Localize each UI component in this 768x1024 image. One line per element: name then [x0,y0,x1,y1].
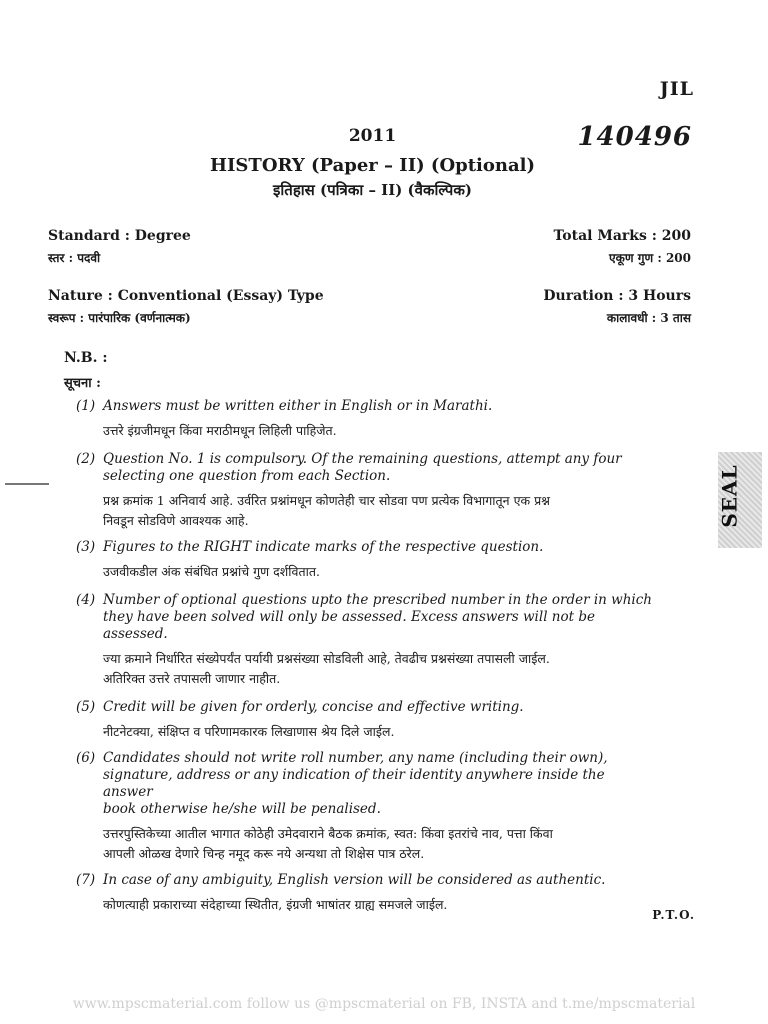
instruction-marathi: कोणत्याही प्रकाराच्या संदेहाच्या स्थितीत, इंग्रजी भाषांतर ग्राह्य समजले जाईल. [103,897,448,912]
standard-label-marathi: स्तर : पदवी [48,251,101,265]
instruction-english: In case of any ambiguity, English version will be considered as authentic. [103,872,606,888]
instruction-number: (4) [76,592,96,608]
instruction-number: (7) [76,872,96,888]
instruction-english: Number of optional questions upto the prescribed number in the order in which they have been solved will only be assessed. Excess answers will not be assessed. [103,592,652,642]
instruction-item [76,872,656,915]
paper-code: JIL [659,78,694,100]
standard-label: Standard : Degree [48,228,191,244]
instruction-item [76,699,656,742]
instruction-item [76,750,656,864]
instruction-marathi: उत्तरे इंग्रजीमधून किंवा मराठीमधून लिहिली पाहिजेत. [103,423,337,438]
nb-heading-marathi: सूचना : [64,376,101,391]
total-marks-label-marathi: एकूण गुण : 200 [609,251,691,265]
nature-label-marathi: स्वरूप : पारंपारिक (वर्णनात्मक) [48,311,191,325]
paper-title-marathi: इतिहास (पत्रिका – II) (वैकल्पिक) [273,181,472,199]
seal-text: SEAL [717,464,742,528]
footer-watermark: www.mpscmaterial.com follow us @mpscmaterial on FB, INSTA and t.me/mpscmaterial [72,996,696,1012]
total-marks-label: Total Marks : 200 [553,228,691,244]
instruction-english: Credit will be given for orderly, concise and effective writing. [103,699,524,715]
instruction-marathi: उत्तरपुस्तिकेच्या आतील भागात कोठेही उमेदवाराने बैठक क्रमांक, स्वत: किंवा इतरांचे नाव, पत्ता किंवा आपली ओळख देणारे चिन्ह नमूद करू नये अन्यथा तो शिक्षेस पात्र ठरेल. [103,826,553,861]
instruction-marathi: ज्या क्रमाने निर्धारित संख्येपर्यंत पर्यायी प्रश्नसंख्या सोडविली आहे, तेवढीच प्रश्नसंख्या तपासली जाईल. अतिरिक्त उत्तरे तपासली जाणार नाहीत. [103,651,550,686]
instruction-list [76,398,656,915]
instruction-marathi: प्रश्न क्रमांक 1 अनिवार्य आहे. उर्वरित प्रश्नांमधून कोणतेही चार सोडवा पण प्रत्येक विभागातून एक प्रश्न निवडून सोडविणे आवश्यक आहे. [103,493,551,528]
duration-label: Duration : 3 Hours [543,288,691,304]
instruction-english: Answers must be written either in English or in Marathi. [103,398,493,414]
instruction-item [76,539,656,582]
serial-number: 140496 [577,122,692,152]
exam-year: 2011 [348,126,397,146]
instruction-english: Question No. 1 is compulsory. Of the remaining questions, attempt any four selecting one question from each Section. [103,451,622,484]
instruction-number: (3) [76,539,96,555]
margin-mark [5,483,49,485]
paper-title: HISTORY (Paper – II) (Optional) [210,155,535,176]
instruction-number: (2) [76,451,96,467]
nature-label: Nature : Conventional (Essay) Type [48,288,324,304]
instruction-item [76,592,656,689]
instruction-english: Candidates should not write roll number, any name (including their own), signature, address or any indication of their identity anywhere inside the answer book otherwise he/she will be penalised. [103,750,608,817]
instruction-marathi: नीटनेटक्या, संक्षिप्त व परिणामकारक लिखाणास श्रेय दिले जाईल. [103,724,395,739]
seal-stamp [718,452,762,548]
duration-label-marathi: कालावधी : 3 तास [606,311,691,325]
nb-heading: N.B. : [64,350,108,366]
instruction-english: Figures to the RIGHT indicate marks of the respective question. [103,539,544,555]
instruction-number: (6) [76,750,96,766]
instruction-number: (5) [76,699,96,715]
instruction-number: (1) [76,398,96,414]
instruction-item [76,451,656,531]
instruction-marathi: उजवीकडील अंक संबंधित प्रश्नांचे गुण दर्शवितात. [103,564,320,579]
instruction-item [76,398,656,441]
pto-label: P.T.O. [652,908,695,922]
